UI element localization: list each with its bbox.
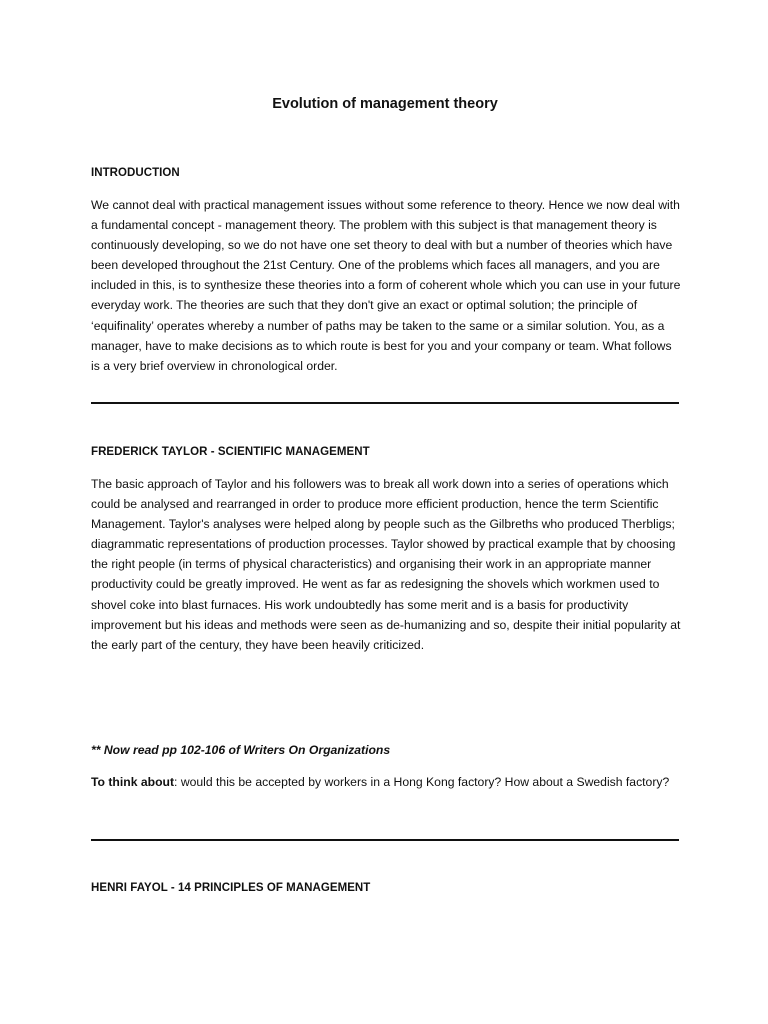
reading-note: ** Now read pp 102-106 of Writers On Organizations: [91, 743, 391, 757]
section-heading-introduction: INTRODUCTION: [91, 167, 180, 179]
section-heading-fayol: HENRI FAYOL - 14 PRINCIPLES OF MANAGEMENT: [91, 882, 371, 894]
introduction-paragraph: We cannot deal with practical management issues without some reference to theory. Hence we now deal with a fundamental concept - management theory. The problem with this subject is that management theory is continuously developing, so we do not have one set theory to deal with but a number of theories which have been developed throughout the 21st Century. One of the problems which faces all managers, and you are included in this, is to synthesize these theories into a form of coherent whole which you can use in your future everyday work. The theories are such that they don't give an exact or optimal solution; the principle of ‘equifinality’ operates whereby a number of paths may be taken to the same or a similar solution. You, as a manager, have to make decisions as to which route is best for you and your company or team. What follows is a very brief overview in chronological order.: [91, 198, 681, 373]
section-divider: [91, 839, 679, 841]
section-divider: [91, 402, 679, 404]
think-about-text: [91, 772, 679, 792]
think-about-question: : would this be accepted by workers in a Hong Kong factory? How about a Swedish factory?: [174, 775, 670, 789]
document-title: Evolution of management theory: [272, 96, 498, 112]
taylor-paragraph: The basic approach of Taylor and his followers was to break all work down into a series of operations which could be analysed and rearranged in order to produce more efficient production, hence the term Scientific Management. Taylor's analyses were helped along by people such as the Gilbreths who produced Therbligs; diagrammatic representations of production processes. Taylor showed by practical example that by choosing the right people (in terms of physical characteristics) and organising their work in an appropriate manner productivity could be greatly improved. He went as far as redesigning the shovels which workmen used to shovel coke into blast furnaces. His work undoubtedly has some merit and is a basis for productivity improvement but his ideas and methods were seen as de-humanizing and so, despite their initial popularity at the early part of the century, they have been heavily criticized.: [91, 477, 681, 652]
think-about-label: To think about: [91, 775, 175, 789]
section-heading-taylor: FREDERICK TAYLOR - SCIENTIFIC MANAGEMENT: [91, 446, 370, 458]
